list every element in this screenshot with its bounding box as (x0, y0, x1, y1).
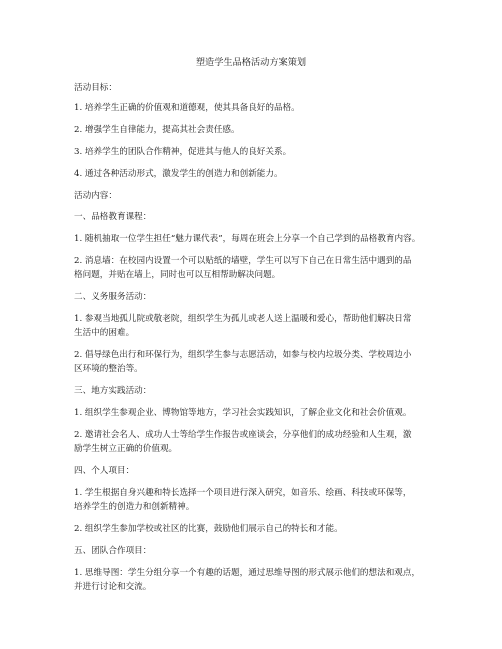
goal-item-3: 3. 培养学生的团队合作精神，促进其与他人的良好关系。 (74, 147, 292, 157)
section-4-heading: 四、个人项目： (74, 466, 135, 476)
goal-item-4: 4. 通过各种活动形式，激发学生的创造力和创新能力。 (74, 169, 283, 179)
goals-heading: 活动目标： (74, 83, 117, 93)
section-5-heading: 五、团队合作项目： (74, 546, 152, 556)
section-2-item-2-line-2: 区环境的整治等。 (74, 364, 143, 374)
section-2-item-2-line-1: 2. 倡导绿色出行和环保行为，组织学生参与志愿活动，如参与校内垃圾分类、学校周边小 (74, 350, 412, 360)
content-heading: 活动内容： (74, 191, 117, 201)
section-4-item-1-line-1: 1. 学生根据自身兴趣和特长选择一个项目进行深入研究，如音乐、绘画、科技或环保等， (74, 488, 412, 498)
goal-item-2: 2. 增强学生自律能力，提高其社会责任感。 (74, 125, 240, 135)
section-2-item-1-line-1: 1. 参观当地孤儿院或敬老院，组织学生为孤儿或老人送上温暖和爱心，帮助他们解决日常 (74, 314, 412, 324)
section-5-item-1-line-1: 1. 思维导图：学生分组分享一个有趣的话题，通过思维导图的形式展示他们的想法和观点， (74, 568, 421, 578)
section-3-heading: 三、地方实践活动： (74, 386, 152, 396)
section-3-item-2-line-2: 励学生树立正确的价值观。 (74, 444, 178, 454)
section-1-item-2-line-2: 格问题，并贴在墙上，同时也可以互相帮助解决问题。 (74, 270, 281, 280)
section-3-item-1: 1. 组织学生参观企业、博物馆等地方，学习社会实践知识，了解企业文化和社会价值观。 (74, 408, 412, 418)
section-1-item-2-line-1: 2. 消息墙：在校园内设置一个可以贴纸的墙壁，学生可以写下自己在日常生活中遇到的品 (74, 256, 412, 266)
document-title: 塑造学生品格活动方案策划 (195, 57, 307, 68)
section-2-item-1-line-2: 生活中的困难。 (74, 328, 135, 338)
section-5-item-1-line-2: 并进行讨论和交流。 (74, 582, 152, 592)
section-2-heading: 二、义务服务活动： (74, 292, 152, 302)
section-3-item-2-line-1: 2. 邀请社会名人、成功人士等给学生作报告或座谈会，分享他们的成功经验和人生观，激 (74, 430, 412, 440)
section-1-heading: 一、品格教育课程： (74, 212, 152, 222)
section-4-item-2: 2. 组织学生参加学校或社区的比赛，鼓励他们展示自己的特长和才能。 (74, 524, 343, 534)
goal-item-1: 1. 培养学生正确的价值观和道德观，使其具备良好的品格。 (74, 103, 300, 113)
section-1-item-1: 1. 随机抽取一位学生担任“魅力课代表”，每周在班会上分享一个自己学到的品格教育内容。 (74, 234, 421, 244)
section-4-item-1-line-2: 培养学生的创造力和创新精神。 (74, 502, 195, 512)
